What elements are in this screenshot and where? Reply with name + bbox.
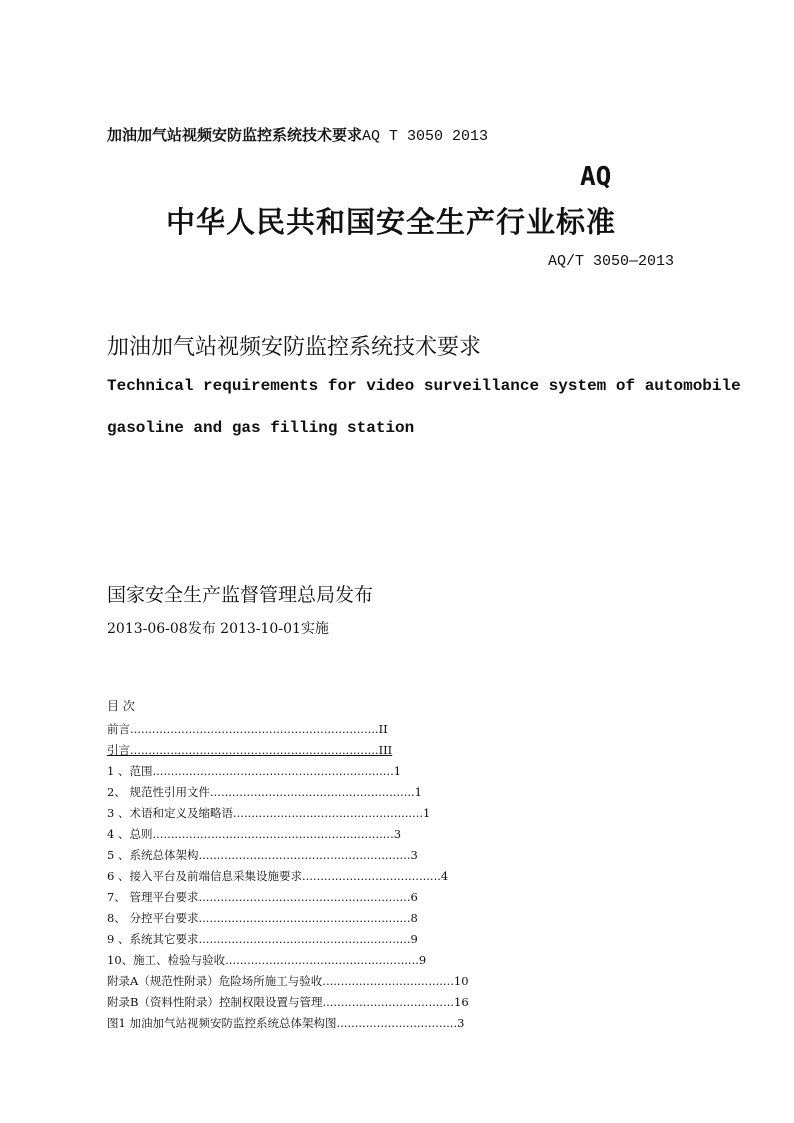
toc-item[interactable]: 6 、接入平台及前端信息采集设施要求......................................4 — [107, 869, 449, 883]
title-chinese: 加油加气站视频安防监控系统技术要求 — [107, 335, 482, 360]
publisher: 国家安全生产监督管理总局发布 — [107, 584, 374, 606]
issue-dates: 2013-06-08发布 2013-10-01实施 — [107, 621, 329, 637]
toc-heading: 目 次 — [107, 699, 135, 713]
title-english-line-1: Technical requirements for video surveillance system of automobile — [107, 377, 741, 395]
toc-item[interactable]: 10、施工、检验与验收.....................................................9 — [107, 953, 427, 967]
toc-item[interactable]: 2、 规范性引用文件........................................................1 — [107, 785, 422, 799]
standard-name: 中华人民共和国安全生产行业标准 — [166, 205, 617, 239]
toc-item[interactable]: 前言....................................................................II — [107, 722, 388, 736]
toc-item[interactable]: 图1 加油加气站视频安防监控系统总体架构图.................................3 — [107, 1016, 465, 1030]
document-header-title: 加油加气站视频安防监控系统技术要求 — [107, 126, 363, 144]
toc-item[interactable]: 7、 管理平台要求..........................................................6 — [107, 890, 418, 904]
toc-item[interactable]: 5 、系统总体架构..........................................................3 — [107, 848, 418, 862]
toc-item[interactable]: 8、 分控平台要求..........................................................8 — [107, 911, 418, 925]
standard-number: AQ/T 3050—2013 — [548, 253, 675, 270]
standard-mark: AQ — [580, 162, 612, 192]
toc-item[interactable]: 引言....................................................................III — [107, 743, 393, 757]
toc-item[interactable]: 4 、总则..................................................................3 — [107, 827, 402, 841]
toc-item[interactable]: 附录B（资料性附录）控制权限设置与管理....................................16 — [107, 995, 469, 1009]
table-of-contents — [107, 719, 647, 1034]
toc-item[interactable]: 9 、系统其它要求..........................................................9 — [107, 932, 418, 946]
toc-item[interactable]: 附录A（规范性附录）危险场所施工与验收....................................10 — [107, 974, 469, 988]
toc-item[interactable]: 1 、范围..................................................................1 — [107, 764, 402, 778]
document-header — [107, 124, 488, 145]
document-header-code: AQ T 3050 2013 — [362, 128, 489, 145]
toc-item[interactable]: 3 、术语和定义及缩略语....................................................1 — [107, 806, 431, 820]
title-english-line-2: gasoline and gas filling station — [107, 419, 415, 437]
